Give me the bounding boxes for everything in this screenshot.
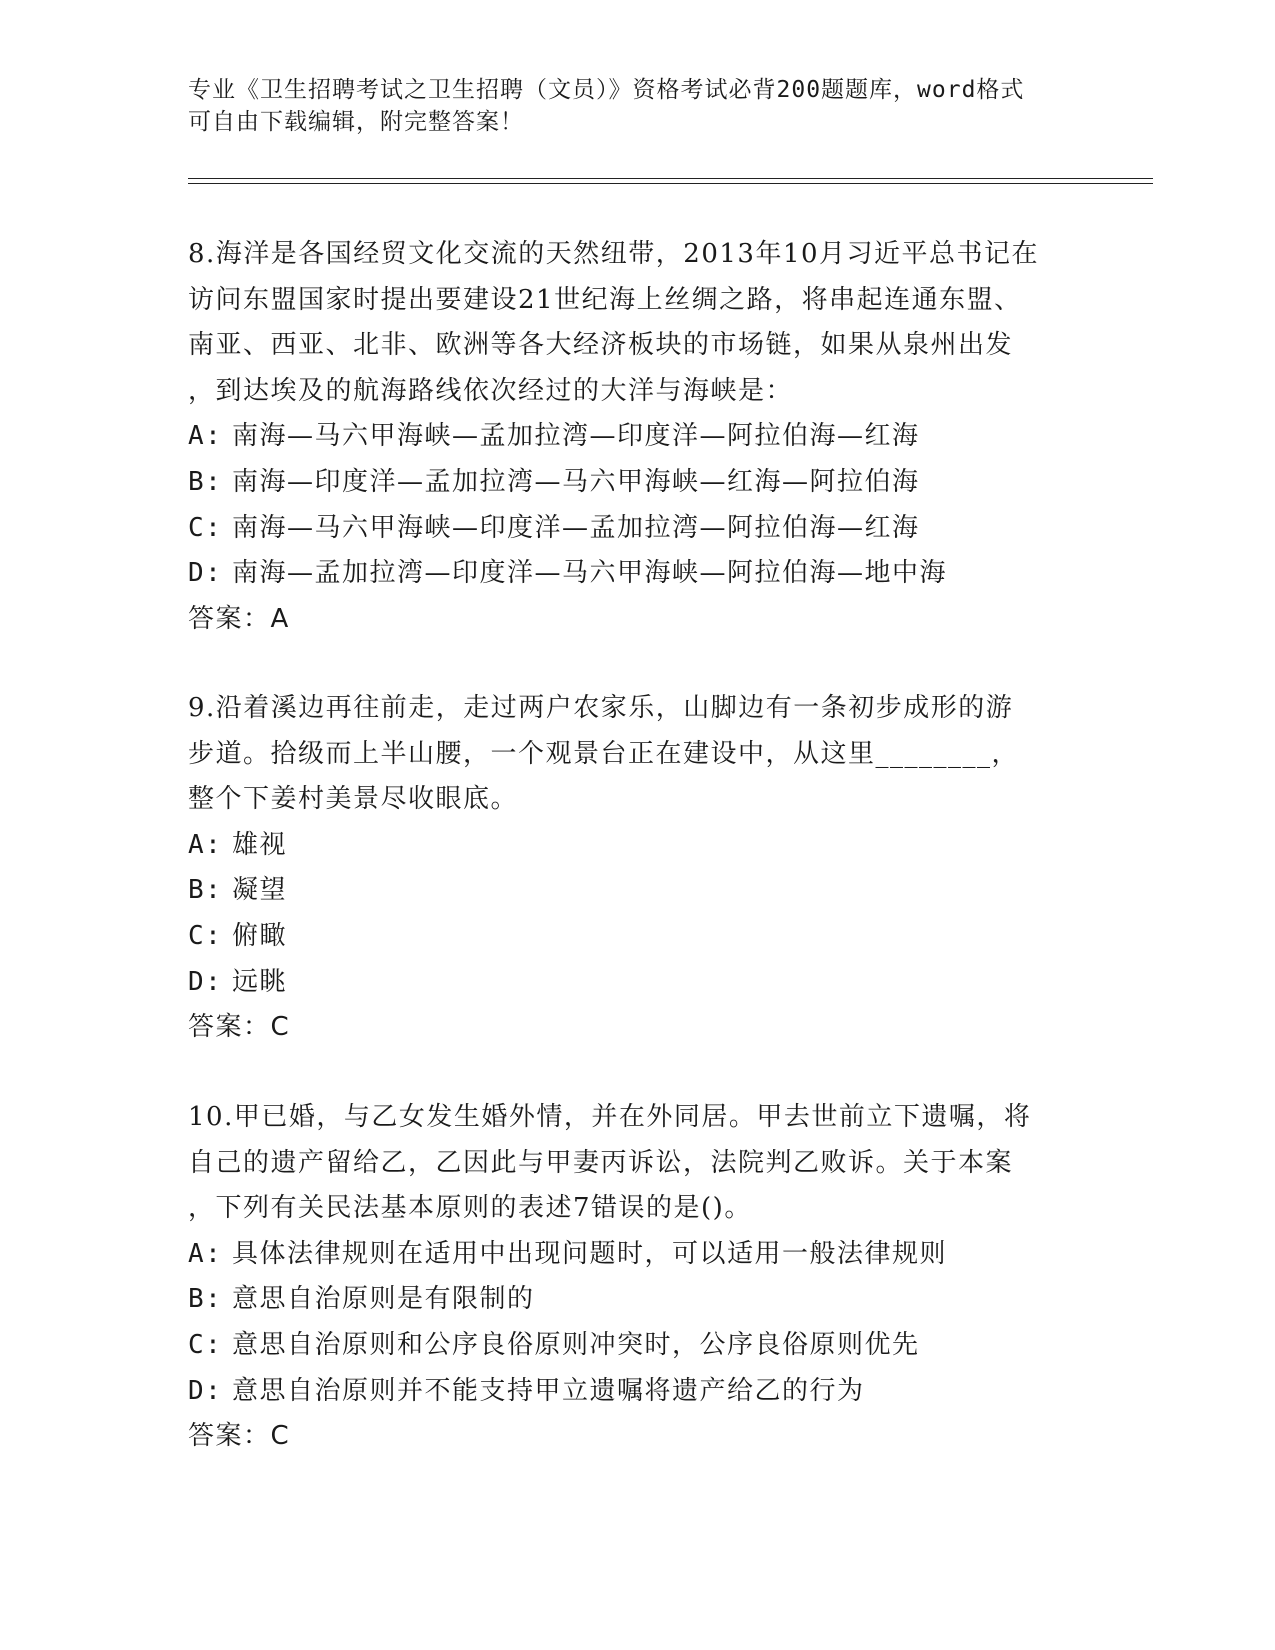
question-9-option-b — [188, 868, 1148, 914]
question-9-option-d — [188, 960, 1148, 1006]
option-label: A: — [188, 1238, 223, 1269]
question-9-option-c — [188, 914, 1148, 960]
option-text: 凝望 — [232, 875, 288, 906]
option-text: 南海—马六甲海峡—孟加拉湾—印度洋—阿拉伯海—红海 — [232, 421, 920, 452]
question-9-answer: 答案：C — [188, 1012, 291, 1043]
option-text: 具体法律规则在适用中出现问题时，可以适用一般法律规则 — [232, 1238, 948, 1269]
option-label: B: — [188, 466, 223, 497]
header-line-2: 可自由下载编辑，附完整答案！ — [188, 109, 524, 135]
option-label: A: — [188, 829, 223, 860]
question-10-stem-line-2: 自己的遗产留给乙，乙因此与甲妻丙诉讼，法院判乙败诉。关于本案 — [188, 1147, 1014, 1178]
option-label: D: — [188, 966, 223, 997]
question-10-option-a — [188, 1232, 1148, 1278]
question-8-option-d — [188, 551, 1148, 597]
question-10-answer: 答案：C — [188, 1421, 291, 1452]
option-text: 南海—马六甲海峡—印度洋—孟加拉湾—阿拉伯海—红海 — [232, 512, 920, 543]
question-10-stem-line-3: ，下列有关民法基本原则的表述7错误的是()。 — [188, 1193, 752, 1224]
option-label: B: — [188, 875, 223, 906]
question-9-stem-line-3: 整个下姜村美景尽收眼底。 — [188, 784, 519, 815]
question-9-stem-line-1: 9.沿着溪边再往前走，走过两户农家乐，山脚边有一条初步成形的游 — [188, 693, 1014, 723]
question-8-option-c — [188, 506, 1148, 552]
option-text: 南海—孟加拉湾—印度洋—马六甲海峡—阿拉伯海—地中海 — [232, 558, 948, 589]
question-8-option-a — [188, 414, 1148, 460]
option-label: C: — [188, 1329, 223, 1360]
question-10-option-d — [188, 1369, 1148, 1415]
option-text: 雄视 — [232, 829, 288, 860]
question-8-option-b — [188, 460, 1148, 506]
question-8-stem-line-2: 访问东盟国家时提出要建设21世纪海上丝绸之路，将串起连通东盟、 — [188, 284, 1022, 315]
option-text: 南海—印度洋—孟加拉湾—马六甲海峡—红海—阿拉伯海 — [232, 466, 920, 497]
question-8-stem-line-1: 8.海洋是各国经贸文化交流的天然纽带，2013年10月习近平总书记在 — [188, 239, 1040, 269]
option-text: 俯瞰 — [232, 920, 288, 951]
option-text: 意思自治原则和公序良俗原则冲突时，公序良俗原则优先 — [232, 1329, 920, 1360]
question-10-option-b — [188, 1277, 1148, 1323]
question-9 — [188, 686, 1148, 1051]
header-divider-top — [188, 178, 1153, 179]
document-header — [188, 74, 1088, 138]
option-label: A: — [188, 421, 223, 452]
option-text: 意思自治原则并不能支持甲立遗嘱将遗产给乙的行为 — [232, 1375, 865, 1406]
question-10 — [188, 1095, 1148, 1460]
question-8-answer: 答案：A — [188, 603, 290, 634]
option-text: 远眺 — [232, 966, 288, 997]
question-10-option-c — [188, 1323, 1148, 1369]
header-divider-bottom — [188, 183, 1153, 184]
option-label: D: — [188, 558, 223, 589]
question-8-stem-line-4: ，到达埃及的航海路线依次经过的大洋与海峡是： — [188, 375, 794, 406]
question-10-stem-line-1: 10.甲已婚，与乙女发生婚外情，并在外同居。甲去世前立下遗嘱，将 — [188, 1102, 1032, 1132]
option-label: C: — [188, 920, 223, 951]
question-8 — [188, 232, 1148, 642]
header-line-1: 专业《卫生招聘考试之卫生招聘（文员）》资格考试必背200题题库，word格式 — [188, 77, 1025, 103]
question-9-stem-line-2: 步道。拾级而上半山腰，一个观景台正在建设中，从这里________， — [188, 738, 1020, 769]
question-9-option-a — [188, 823, 1148, 869]
option-label: B: — [188, 1284, 223, 1315]
option-label: D: — [188, 1375, 223, 1406]
option-label: C: — [188, 512, 223, 543]
question-8-stem-line-3: 南亚、西亚、北非、欧洲等各大经济板块的市场链，如果从泉州出发 — [188, 330, 1014, 361]
option-text: 意思自治原则是有限制的 — [232, 1284, 535, 1315]
